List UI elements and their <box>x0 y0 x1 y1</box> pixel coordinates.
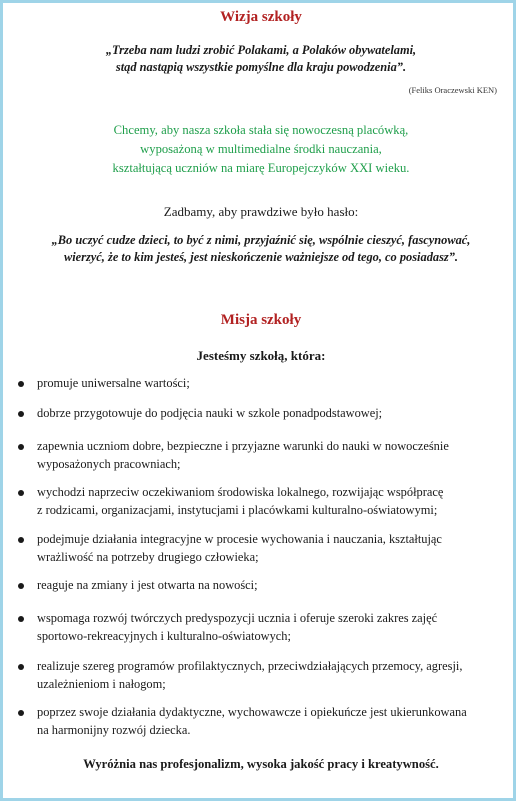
mission-item-line: reaguje na zmiany i jest otwarta na nowości; <box>37 578 258 592</box>
bullet-icon <box>18 583 24 589</box>
quote-line-2: stąd nastąpią wszystkie pomyślne dla kraju powodzenia”. <box>115 60 407 74</box>
bullet-icon <box>18 537 24 543</box>
motto-intro: Zadbamy, aby prawdziwe było hasło: <box>163 204 359 219</box>
mission-item <box>37 576 503 594</box>
mission-item <box>37 404 503 422</box>
mission-item <box>37 703 503 739</box>
bullet-icon <box>18 616 24 622</box>
mission-item <box>37 374 503 392</box>
mission-item-line: zapewnia uczniom dobre, bezpieczne i przyjazne warunki do nauki w nowocześnie <box>37 439 449 453</box>
mission-item-line: wychodzi naprzeciw oczekiwaniom środowiska lokalnego, rozwijając współpracę <box>37 485 444 499</box>
mission-item-line: wyposażonych pracowniach; <box>37 457 181 471</box>
quote-author: (Feliks Oraczewski KEN) <box>408 85 497 95</box>
bullet-icon <box>18 411 24 417</box>
mission-item-line: realizuje szereg programów profilaktycznych, przeciwdziałających przemocy, agresji, <box>37 659 463 673</box>
quote-line-1: „Trzeba nam ludzi zrobić Polakami, a Polaków obywatelami, <box>105 43 417 57</box>
mission-item-line: promuje uniwersalne wartości; <box>37 376 190 390</box>
mission-item-line: dobrze przygotowuje do podjęcia nauki w szkole ponadpodstawowej; <box>37 406 383 420</box>
mission-item-line: wspomaga rozwój twórczych predyspozycji ucznia i oferuje szeroki zakres zajęć <box>37 611 438 625</box>
bullet-icon <box>18 664 24 670</box>
vision-statement <box>3 121 516 178</box>
mission-item-line: na harmonijny rozwój dziecka. <box>37 723 191 737</box>
vision-statement-line-1: Chcemy, aby nasza szkoła stała się nowoczesną placówką, <box>113 123 409 137</box>
motto-line-2: wierzyć, że to kim jesteś, jest nieskończenie ważniejsze od tego, co posiadasz”. <box>63 250 459 264</box>
mission-lead: Jesteśmy szkołą, która: <box>196 348 326 363</box>
vision-title: Wizja szkoły <box>220 9 302 25</box>
bullet-icon <box>18 490 24 496</box>
mission-item-line: poprzez swoje działania dydaktyczne, wychowawcze i opiekuńcze jest ukierunkowana <box>37 705 467 719</box>
mission-item <box>37 530 503 566</box>
bullet-icon <box>18 381 24 387</box>
mission-item-line: podejmuje działania integracyjne w procesie wychowania i nauczania, kształtując <box>37 532 442 546</box>
mission-title: Misja szkoły <box>220 312 302 328</box>
bullet-icon <box>18 444 24 450</box>
mission-closing: Wyróżnia nas profesjonalizm, wysoka jakość pracy i kreatywność. <box>83 757 439 771</box>
vision-statement-line-2: wyposażoną w multimedialne środki nauczania, <box>140 142 382 156</box>
bullet-icon <box>18 710 24 716</box>
mission-item <box>37 437 503 473</box>
mission-item <box>37 483 503 519</box>
mission-item <box>37 657 503 693</box>
mission-item <box>37 609 503 645</box>
mission-item-line: sportowo-rekreacyjnych i kulturalno-oświatowych; <box>37 629 291 643</box>
mission-item-line: uzależnieniom i nałogom; <box>37 677 166 691</box>
vision-statement-line-3: kształtującą uczniów na miarę Europejczyków XXI wieku. <box>112 161 410 175</box>
mission-item-line: wrażliwość na potrzeby drugiego człowieka; <box>37 550 259 564</box>
mission-item-line: z rodzicami, organizacjami, instytucjami i placówkami kulturalno-oświatowymi; <box>37 503 438 517</box>
motto-line-1: „Bo uczyć cudze dzieci, to być z nimi, przyjaźnić się, wspólnie cieszyć, fascynować, <box>51 233 471 247</box>
